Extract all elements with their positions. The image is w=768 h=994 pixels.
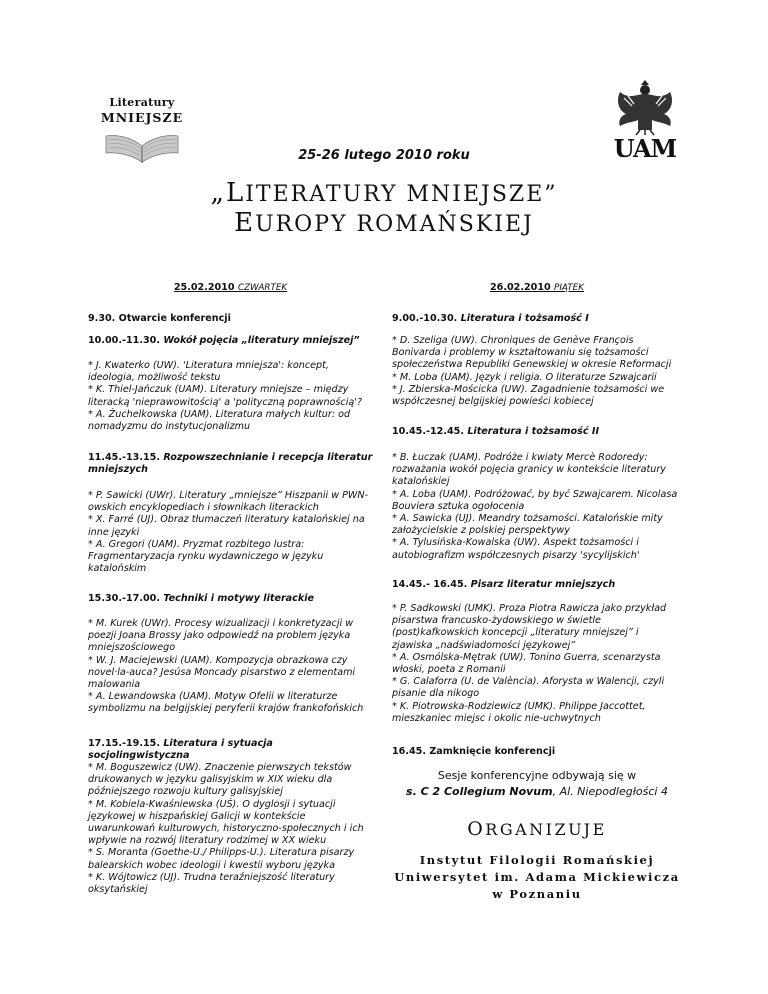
list-item: * K. Wójtowicz (UJ). Trudna teraźniejszość literatury oksytańskiej — [88, 871, 335, 896]
title-rest-2: UROPY ROMAŃSKIEJ — [255, 212, 534, 237]
venue-line-1: Sesje konferencyjne odbywają się w — [437, 769, 637, 782]
title-open-quote: „ — [210, 178, 226, 208]
organizer-initial: O — [467, 818, 486, 840]
session-heading — [88, 738, 373, 762]
list-item: * A. Tylusińska-Kowalska (UW). Aspekt tożsamości i autobiografizm współczesnych pisarzy 'sycylijskich' — [392, 537, 640, 561]
title-rest-1: ITERATURY MNIEJSZE” — [245, 182, 558, 207]
conference-date: 25-26 lutego 2010 roku — [298, 148, 470, 163]
logo-line-1: Literatury — [109, 96, 175, 109]
session-entries — [88, 360, 373, 433]
title-line-2 — [0, 208, 768, 238]
title-line-1 — [0, 178, 768, 208]
session-time: 17.15.-19.15. — [88, 738, 160, 749]
session-entries — [392, 335, 682, 408]
organizer-line-2: Uniwersytet im. Adama Mickiewicza — [394, 870, 680, 884]
list-item: * M. Boguszewicz (UW). Znaczenie pierwszych tekstów drukowanych w języku galisyjskim w XIX wieku dla późniejszego rozwoju kultury galisyjskiej — [88, 762, 352, 798]
session-title: Rozpowszechnianie i recepcja literatur mniejszych — [88, 452, 373, 476]
list-item: * A. Lewandowska (UAM). Motyw Ofelii w literaturze symbolizmu na belgijskiej peryferii krajów frankofońskich — [88, 691, 364, 715]
day-2-name: PIĄTEK — [554, 283, 585, 293]
list-item: * K. Piotrowska-Rodziewicz (UMK). Philippe Jaccottet, mieszkaniec miejsc i okolic nie-uchwytnych — [392, 700, 646, 724]
session-entries — [88, 762, 373, 896]
session-heading — [392, 746, 682, 758]
venue-line-2 — [392, 784, 682, 800]
day-1-header — [88, 282, 373, 293]
list-item: * G. Calaforra (U. de València). Aforysta w Walencji, czyli pisanie dla nikogo — [392, 676, 665, 700]
session-time: 16.45. — [392, 746, 426, 757]
session-heading — [392, 426, 682, 438]
session-entries — [392, 452, 682, 562]
list-item: * J. Zbierska-Mościcka (UW). Zagadnienie tożsamości we współczesnej belgijskiej powieści kobiecej — [392, 383, 665, 408]
eagle-emblem-icon — [606, 76, 684, 136]
session-title: Literatura i sytuacja socjolingwistyczna — [88, 738, 273, 762]
day-2-header — [392, 282, 682, 293]
session-entries — [392, 603, 682, 725]
session-heading — [88, 452, 373, 476]
session-time: 9.30. — [88, 313, 116, 324]
title-initial-1: L — [225, 178, 246, 208]
organizer-details — [392, 852, 682, 903]
logo-line-2: MNIEJSZE — [100, 110, 184, 125]
organizer-heading-rest: RGANIZUJE — [485, 820, 607, 839]
list-item: * J. Kwaterko (UW). 'Literatura mniejsza': koncept, ideologia, możliwość tekstu — [88, 360, 329, 384]
day-1-date: 25.02.2010 — [173, 282, 235, 293]
day-2-date: 26.02.2010 — [489, 282, 551, 293]
session-title: Zamknięcie konferencji — [429, 746, 556, 757]
list-item: * A. Loba (UAM). Podróżować, by być Szwajcarem. Nicolasa Bouviera sztuka ogołocenia — [392, 488, 678, 512]
session-time: 11.45.-13.15. — [88, 452, 160, 463]
venue-info — [392, 768, 682, 800]
session-time: 10.00.-11.30. — [88, 335, 160, 346]
organizer-line-3: w Poznaniu — [492, 887, 582, 901]
session-title: Literatura i tożsamość II — [467, 426, 600, 437]
list-item: * D. Szeliga (UW). Chroniques de Genève François Bonivarda i problemy w kształtowaniu się tożsamości społeczeństwa Republiki Genewskiej w okresie Reformacji — [392, 335, 672, 371]
uam-logo-text: UAM — [613, 134, 677, 163]
list-item: * P. Sawicki (UWr). Literatury „mniejsze” Hiszpanii w PWN-owskich encyklopediach i słownikach literackich — [88, 490, 369, 514]
session-heading — [392, 313, 682, 325]
venue-address: , Al. Niepodległości 4 — [552, 785, 668, 798]
title-initial-2: E — [234, 208, 256, 238]
session-title: Pisarz literatur mniejszych — [470, 579, 616, 590]
session-heading — [88, 593, 373, 605]
list-item: * A. Żuchelkowska (UAM). Literatura małych kultur: od nomadyzmu do instytucjonalizmu — [88, 408, 351, 433]
list-item: * W. J. Maciejewski (UAM). Kompozycja obrazkowa czy novel·la-auca? Jesúsa Moncady pisarstwo z elementami malowania — [88, 654, 356, 691]
organizer-line-1: Instytut Filologii Romańskiej — [419, 853, 655, 867]
session-entries — [88, 490, 373, 575]
session-title: Techniki i motywy literackie — [163, 593, 315, 604]
list-item: * K. Thiel-Jańczuk (UAM). Literatury mniejsze – między literacką 'nieprawowitością' a 'polityczną poprawnością'? — [88, 384, 362, 408]
session-entries — [88, 618, 373, 716]
list-item: * B. Łuczak (UAM). Podróże i kwiaty Mercè Rodoredy: rozważania wokół pojęcia granicy w kontekście literatury katalońskiej — [392, 452, 666, 488]
session-heading — [88, 313, 373, 325]
list-item: * S. Moranta (Goethe-U./ Philipps-U.). Literatura pisarzy balearskich wobec ideologii i kwestii wyboru języka — [88, 847, 355, 871]
list-item: * A. Osmólska-Mętrak (UW). Tonino Guerra, scenarzysta włoski, poeta z Romanii — [392, 651, 661, 676]
list-item: * M. Loba (UAM). Język i religia. O literaturze Szwajcarii — [392, 371, 657, 383]
session-time: 15.30.-17.00. — [88, 593, 160, 604]
session-title: Otwarcie konferencji — [118, 313, 231, 324]
session-heading — [392, 579, 682, 591]
session-heading — [88, 335, 373, 347]
session-time: 9.00.-10.30. — [392, 313, 458, 324]
list-item: * A. Gregori (UAM). Pryzmat rozbitego lustra: Fragmentaryzacja rynku wydawniczego w języku katalońskim — [88, 538, 324, 575]
organizer-heading — [392, 818, 682, 840]
list-item: * A. Sawicka (UJ). Meandry tożsamości. Katalońskie mity założycielskie z polskiej perspektywy — [392, 513, 663, 537]
venue-room: s. C 2 Collegium Novum — [406, 785, 553, 798]
session-time: 10.45.-12.45. — [392, 426, 464, 437]
session-time: 14.45.- 16.45. — [392, 579, 468, 590]
list-item: * M. Kobiela-Kwaśniewska (UŚ). O dyglosji i sytuacji językowej w hiszpańskiej Galicji w kontekście uwarunkowań kulturowych, historyczno-społecznych i ich wpływie na rozwój literatury rodzimej w XX wieku — [88, 798, 364, 847]
session-title: Literatura i tożsamość I — [460, 313, 589, 324]
list-item: * M. Kurek (UWr). Procesy wizualizacji i konkretyzacji w poezji Joana Brossy jako odpowiedź na problem języka mniejszościowego — [88, 618, 354, 654]
session-title: Wokół pojęcia „literatury mniejszej” — [163, 335, 360, 346]
list-item: * P. Sadkowski (UMK). Proza Piotra Rawicza jako przykład pisarstwa francusko-żydowskiego w świetle (post)kafkowskich koncepcji „literatury mniejszej” i zjawiska „nadświadomości językowej” — [392, 603, 667, 651]
list-item: * X. Farré (UJ). Obraz tłumaczeń literatury katalońskiej na inne języki — [88, 514, 365, 538]
day-1-name: CZWARTEK — [237, 283, 288, 293]
